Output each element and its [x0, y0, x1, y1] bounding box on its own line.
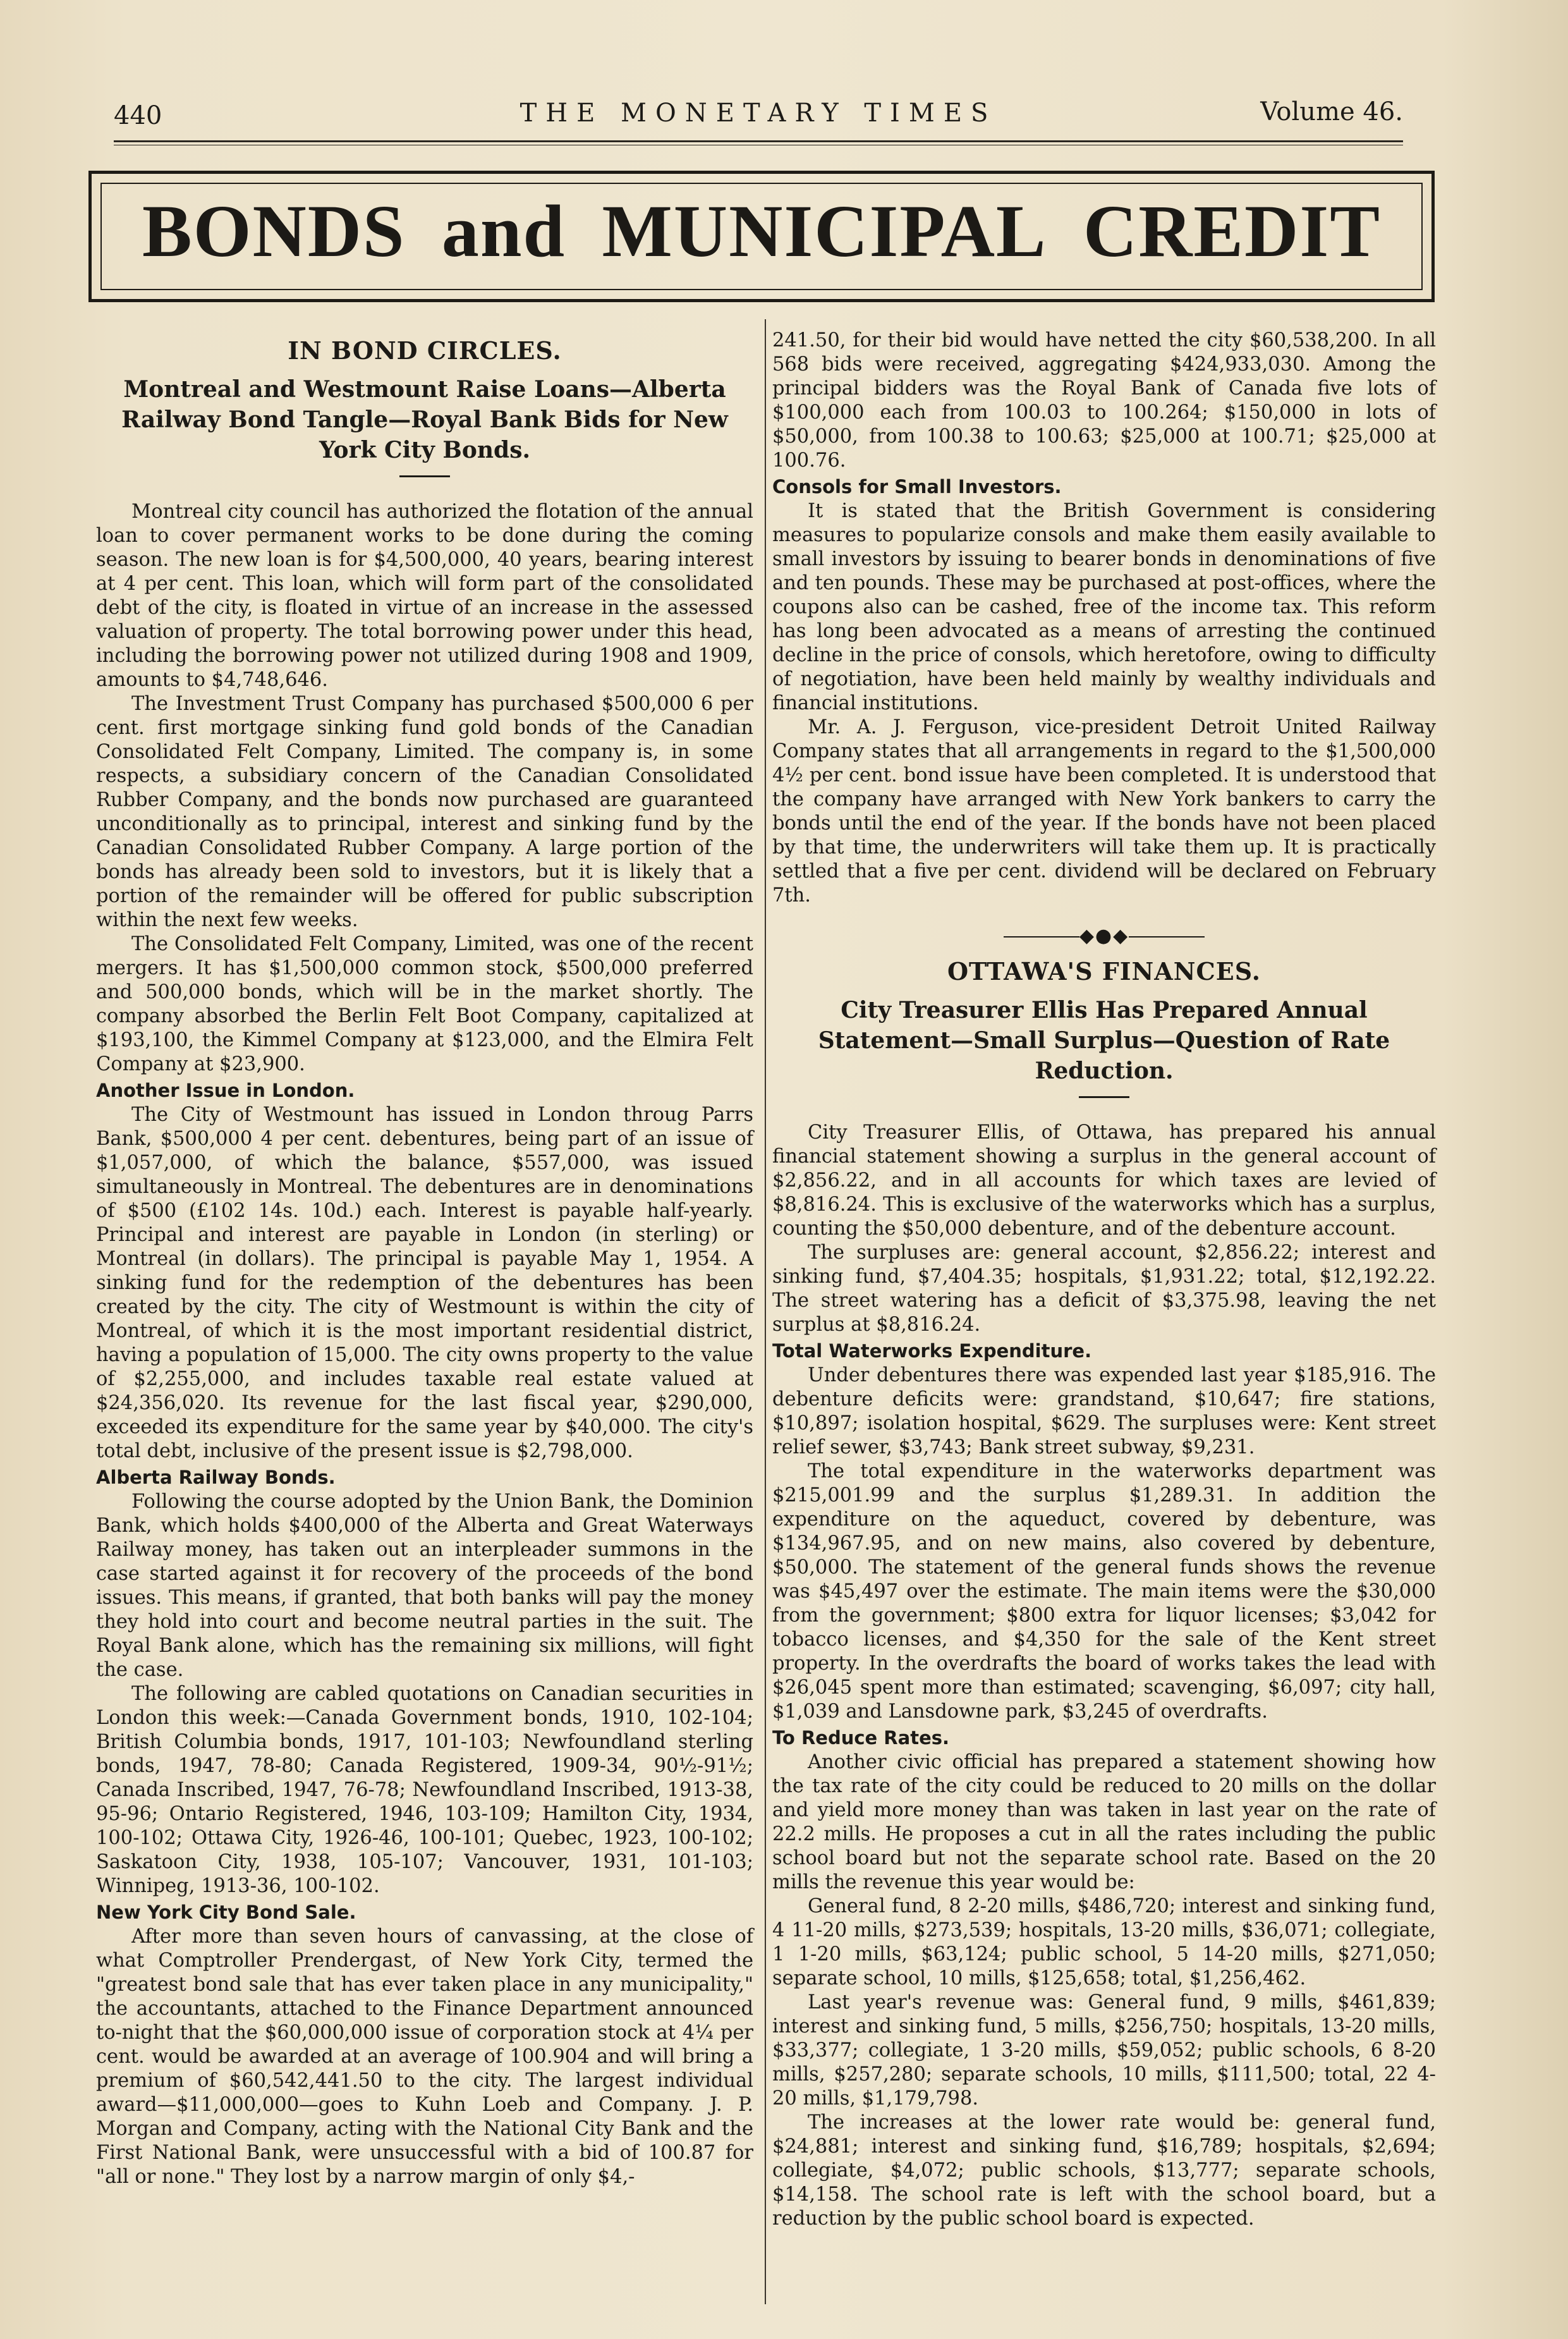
paragraph: The Investment Trust Company has purchased $500,000 6 per cent. first mortgage sinking fund gold bonds of the Canadian Consolidated Felt Company, Limited. The company is, in some respects, a subsidiary concern of the Canadian Consolidated Rubber Company, and the bonds now purchased are guaranteed unconditionally as to principal, interest and sinking fund by the Canadian Consolidated Rubber Company. A large portion of the bonds has already been sold to investors, but it is likely that a portion of the remainder will be offered for public subscription within the next few weeks.	[96, 693, 753, 931]
journal-title: THE MONETARY TIMES	[520, 99, 997, 128]
subheading: Consols for Small Investors.	[772, 476, 1062, 498]
article-deck: Montreal and Westmount Raise Loans—Alberta Railway Bond Tangle—Royal Bank Bids for New York City Bonds.	[121, 376, 728, 463]
paragraph: It is stated that the British Government is considering measures to popularize consols and make them easily available to small investors by issuing to bearer bonds in denominations of five and ten pounds. These may be purchased at post-offices, where the coupons also can be cashed, free of the income tax. This reform has long been advocated as a means of arresting the continued decline in the price of consols, which heretofore, owing to difficulty of negotiation, have been held mainly by wealthy individuals and financial institutions.	[772, 500, 1436, 714]
right-column	[772, 329, 1436, 2231]
paragraph: 241.50, for their bid would have netted the city $60,538,200. In all 568 bids were received, aggregating $424,933,030. Among the principal bidders was the Royal Bank of Canada five lots of $100,000 each from 100.03 to 100.264; $150,000 in lots of $50,000, from 100.38 to 100.63; $25,000 at 100.71; $25,000 at 100.76.	[772, 329, 1436, 472]
subheading: Alberta Railway Bonds.	[96, 1467, 336, 1488]
header-rule	[114, 140, 1403, 145]
paragraph: The increases at the lower rate would be: general fund, $24,881; interest and sinking fund, $16,789; hospitals, $2,694; collegiate, $4,072; public schools, $13,777; separate schools, $14,158. The school rate is left with the school board, but a reduction by the public school board is expected.	[772, 2111, 1436, 2230]
banner-word: and	[441, 190, 566, 272]
column-divider	[765, 319, 766, 2304]
page-number: 440	[114, 101, 162, 130]
paragraph: The following are cabled quotations on Canadian securities in London this week:—Canada Government bonds, 1910, 102-104; British Columbia bonds, 1917, 101-103; Newfoundland sterling bonds, 1947, 78-80; Canada Registered, 1909-34, 90½-91½; Canada Inscribed, 1947, 76-78; Newfoundland Inscribed, 1913-38, 95-96; Ontario Registered, 1946, 103-109; Hamilton City, 1934, 100-102; Ottawa City, 1926-46, 100-101; Quebec, 1923, 100-102; Saskatoon City, 1938, 105-107; Vancouver, 1931, 101-103; Winnipeg, 1913-36, 100-102.	[96, 1683, 753, 1897]
volume-label: Volume 46.	[1260, 97, 1403, 126]
paragraph: The surpluses are: general account, $2,856.22; interest and sinking fund, $7,404.35; hospitals, $1,931.22; total, $12,192.22. The street watering has a deficit of $3,375.98, leaving the net surplus at $8,816.24.	[772, 1242, 1436, 1336]
paragraph: Following the course adopted by the Union Bank, the Dominion Bank, which holds $400,000 of the Alberta and Great Waterways Railway money, has taken out an interpleader summons in the case started against it for recovery of the proceeds of the bond issues. This means, if granted, that both banks will pay the money they hold into court and become neutral parties in the suit. The Royal Bank alone, which has the remaining six millions, will fight the case.	[96, 1491, 753, 1681]
paragraph: The total expenditure in the waterworks department was $215,001.99 and the surplus $1,289.31. In addition the expenditure on the aqueduct, covered by debenture, was $134,967.95, and on new mains, also covered by debenture, $50,000. The statement of the general funds shows the revenue was $45,497 over the estimate. The main items were the $30,000 from the government; $800 extra for liquor licenses; $3,042 for tobacco licenses, and $4,350 for the sale of the Kent street property. In the overdrafts the board of works takes the lead with $26,045 spent more than estimated; scavenging, $6,097; city hall, $1,039 and Lansdowne park, $3,245 of overdrafts.	[772, 1460, 1436, 1723]
banner-word: CREDIT	[1083, 190, 1381, 272]
paragraph: General fund, 8 2-20 mills, $486,720; interest and sinking fund, 4 11-20 mills, $273,539; hospitals, 13-20 mills, $36,071; collegiate, 1 1-20 mills, $63,124; public school, 5 14-20 mills, $271,050; separate school, 10 mills, $125,658; total, $1,256,462.	[772, 1895, 1436, 1989]
banner-word: MUNICIPAL	[602, 190, 1047, 272]
paragraph: City Treasurer Ellis, of Ottawa, has prepared his annual financial statement showing a surplus in the general account of $2,856.22, and in all accounts for which taxes are levied of $8,816.24. This is exclusive of the waterworks which has a surplus, counting the $50,000 debenture, and of the debenture account.	[772, 1121, 1436, 1240]
paragraph: After more than seven hours of canvassing, at the close of what Comptroller Prendergast, of New York City, termed the "greatest bond sale that has ever taken place in any municipality," the accountants, attached to the Finance Department announced to-night that the $60,000,000 issue of corporation stock at 4¼ per cent. would be awarded at an average of 100.904 and will bring a premium of $60,542,441.50 to the city. The largest individual award—$11,000,000—goes to Kuhn Loeb and Company. J. P. Morgan and Company, acting with the National City Bank and the First National Bank, were unsuccessful with a bid of 100.87 for "all or none." They lost by a narrow margin of only $4,-	[96, 1926, 753, 2188]
paragraph: Montreal city council has authorized the flotation of the annual loan to cover permanent works to be done during the coming season. The new loan is for $4,500,000, 40 years, bearing interest at 4 per cent. This loan, which will form part of the consolidated debt of the city, is floated in virtue of an increase in the assessed valuation of property. The total borrowing power under this head, including the borrowing power not utilized during 1908 and 1909, amounts to $4,748,646.	[96, 501, 753, 691]
paragraph: The Consolidated Felt Company, Limited, was one of the recent mergers. It has $1,500,000 common stock, $500,000 preferred and 500,000 bonds, which will be in the market shortly. The company absorbed the Berlin Felt Boot Company, capitalized at $193,100, the Kimmel Company at $123,000, and the Elmira Felt Company at $23,900.	[96, 933, 753, 1075]
subheading: New York City Bond Sale.	[96, 1902, 356, 1923]
subheading: Another Issue in London.	[96, 1080, 355, 1101]
deck-rule	[1079, 1096, 1129, 1098]
paragraph: Mr. A. J. Ferguson, vice-president Detroit United Railway Company states that all arrangements in regard to the $1,500,000 4½ per cent. bond issue have been completed. It is understood that the company have arranged with New York bankers to carry the bonds until the end of the year. If the bonds have not been placed by that time, the underwriters will take them up. It is practically settled that a five per cent. dividend will be declared on February 7th.	[772, 716, 1436, 907]
banner-word: BONDS	[142, 190, 406, 272]
paragraph: Under debentures there was expended last year $185,916. The debenture deficits were: grandstand, $10,647; fire stations, $10,897; isolation hospital, $629. The surpluses were: Kent street relief sewer, $3,743; Bank street subway, $9,231.	[772, 1364, 1436, 1458]
running-head	[114, 95, 1403, 133]
subheading: Total Waterworks Expenditure.	[772, 1340, 1092, 1362]
banner-title	[142, 190, 1381, 272]
article-deck: City Treasurer Ellis Has Prepared Annual Statement—Small Surplus—Question of Rate Reduction.	[818, 997, 1390, 1084]
section-banner	[88, 171, 1435, 302]
section-title: IN BOND CIRCLES.	[288, 336, 562, 365]
paragraph: Another civic official has prepared a statement showing how the tax rate of the city could be reduced to 20 mills on the dollar and yield more money than was taken in last year on the rate of 22.2 mills. He proposes a cut in all the rates including the public school board but not the separate school rate. Based on the 20 mills the revenue this year would be:	[772, 1751, 1436, 1893]
ornament-divider: ◆●◆	[772, 924, 1436, 948]
paragraph: Last year's revenue was: General fund, 9 mills, $461,839; interest and sinking fund, 5 mills, $256,750; hospitals, 13-20 mills, $33,377; collegiate, 1 3-20 mills, $59,052; public schools, 6 8-20 mills, $257,280; separate schools, 10 mills, $111,500; total, 22 4-20 mills, $1,179,798.	[772, 1991, 1436, 2110]
paragraph: The City of Westmount has issued in London throug Parrs Bank, $500,000 4 per cent. debentures, being part of an issue of $1,057,000, of which the balance, $557,000, was issued simultaneously in Montreal. The debentures are in denominations of $500 (£102 14s. 10d.) each. Interest is payable half-yearly. Principal and interest are payable in London (in sterling) or Montreal (in dollars). The principal is payable May 1, 1954. A sinking fund for the redemption of the debentures has been created by the city. The city of Westmount is within the city of Montreal, of which it is the most important residential district, having a population of 15,000. The city owns property to the value of $2,255,000, and includes taxable real estate valued at $24,356,020. Its revenue for the last fiscal year, $290,000, exceeded its expenditure for the same year by $40,000. The city's total debt, inclusive of the present issue is $2,798,000.	[96, 1104, 753, 1462]
left-column	[96, 329, 753, 2189]
subheading: To Reduce Rates.	[772, 1727, 950, 1749]
deck-rule	[399, 475, 450, 477]
section-title: OTTAWA'S FINANCES.	[947, 957, 1261, 986]
